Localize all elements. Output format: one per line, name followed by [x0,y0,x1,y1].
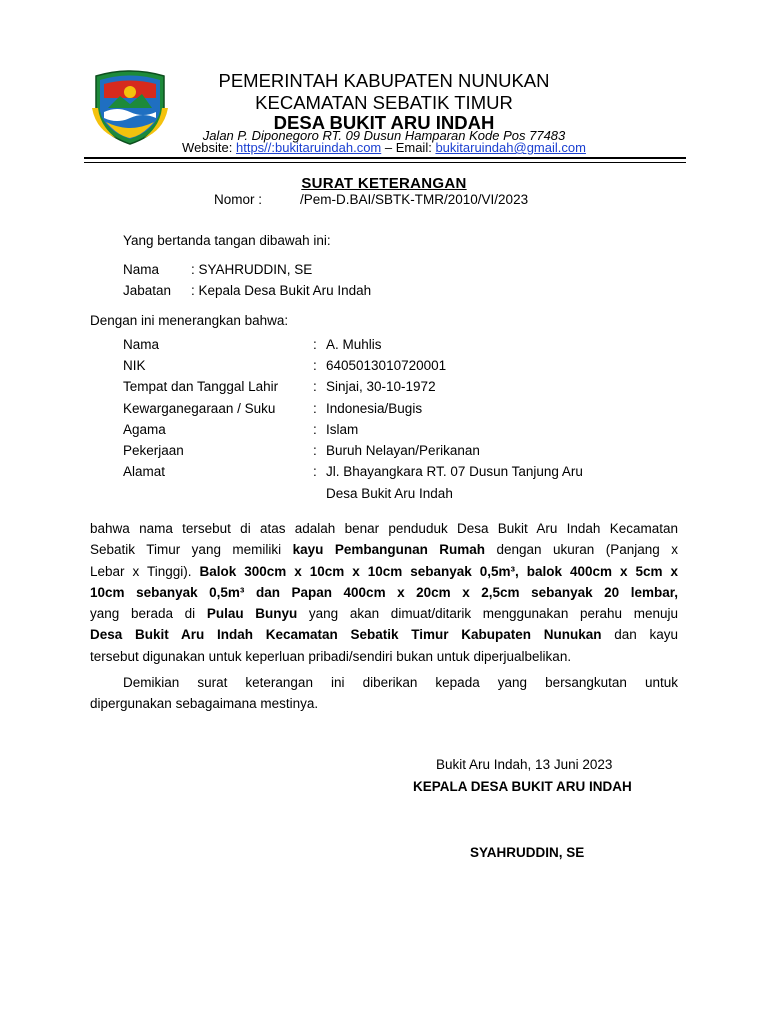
body-line [90,603,678,624]
header-contact [160,140,608,155]
subject-colon: : [313,464,317,479]
body-emphasis: kayu Pembangunan Rumah [292,542,486,558]
website-link[interactable]: https//:bukitaruindah.com [236,140,382,155]
header-address: Jalan P. Diponegoro RT. 09 Dusun Hamparan Kode Pos 77483 [202,128,566,143]
subject-value: Sinjai, 30-10-1972 [326,379,436,394]
subject-label: Agama [123,422,166,437]
subject-label: Tempat dan Tanggal Lahir [123,379,279,394]
body-emphasis: Pulau Bunyu [206,606,298,622]
body-line [90,539,678,560]
subject-colon: : [313,337,317,352]
subject-label: Alamat [123,464,166,479]
body-text: yang akan dimuat/ditarik menggunakan perahu menuju [297,606,678,622]
header-government: PEMERINTAH KABUPATEN NUNUKAN [218,70,550,91]
subject-value: A. Muhlis [326,337,382,352]
regency-emblem-logo [90,68,170,146]
closing-line: Demikian surat keterangan ini diberikan kepada yang bersangkutan untuk [123,675,678,690]
menerangkan-text: Dengan ini menerangkan bahwa: [90,313,289,328]
signer-name-label: Nama [123,262,160,277]
subject-label: Kewarganegaraan / Suku [123,401,276,416]
signature-place-date: Bukit Aru Indah, 13 Juni 2023 [436,757,613,772]
body-line [90,582,678,603]
signer-name-value: : SYAHRUDDIN, SE [191,262,313,277]
subject-value: Buruh Nelayan/Perikanan [326,443,480,458]
body-line: bahwa nama tersebut di atas adalah benar penduduk Desa Bukit Aru Indah Kecamatan [90,521,678,536]
subject-label: NIK [123,358,146,373]
nomor-value: /Pem-D.BAI/SBTK-TMR/2010/VI/2023 [300,192,529,207]
signature-name: SYAHRUDDIN, SE [470,845,585,860]
subject-value: Jl. Bhayangkara RT. 07 Dusun Tanjung Aru [326,464,583,479]
body-emphasis: Desa Bukit Aru Indah Kecamatan Sebatik Timur Kabupaten Nunukan [90,627,602,643]
subject-colon: : [313,422,317,437]
body-text: dengan ukuran (Panjang x [485,542,678,558]
subject-address-line2: Desa Bukit Aru Indah [326,486,453,501]
header-district: KECAMATAN SEBATIK TIMUR [255,92,513,113]
closing-line: dipergunakan sebagaimana mestinya. [90,696,319,712]
nomor-label: Nomor : [214,192,263,207]
subject-colon: : [313,443,317,458]
body-line: tersebut digunakan untuk keperluan pribadi/sendiri bukan untuk diperjualbelikan. [90,648,572,664]
subject-value: 6405013010720001 [326,358,447,373]
header-divider-thin [84,162,686,163]
website-label: Website: [182,140,236,155]
subject-label: Pekerjaan [123,443,184,458]
body-emphasis: 10cm sebanyak 0,5m³ dan Papan 400cm x 20cm x 2,5cm sebanyak 20 lembar, [90,584,678,600]
body-text: dan kayu [601,627,678,643]
body-emphasis: Balok 300cm x 10cm x 10cm sebanyak 0,5m³, balok 400cm x 5cm x [199,563,678,579]
subject-value: Islam [326,422,359,437]
subject-value: Indonesia/Bugis [326,401,423,416]
body-line [90,624,678,645]
subject-colon: : [313,379,317,394]
subject-label: Nama [123,337,160,352]
signature-position: KEPALA DESA BUKIT ARU INDAH [413,779,632,794]
closing-paragraph [90,672,678,715]
body-line [90,561,678,582]
email-label: – Email: [381,140,436,155]
body-text: Sebatik Timur yang memiliki [90,542,293,558]
intro-text: Yang bertanda tangan dibawah ini: [123,233,331,248]
email-link[interactable]: bukitaruindah@gmail.com [435,140,586,155]
header-village: DESA BUKIT ARU INDAH [273,112,495,133]
subject-colon: : [313,358,317,373]
signer-position-label: Jabatan [123,283,172,298]
body-text: Lebar x Tinggi). [90,563,200,579]
subject-colon: : [313,401,317,416]
body-paragraph [90,518,678,667]
body-text: yang berada di [90,606,207,622]
header-divider-thick [84,157,686,159]
signer-position-value: : Kepala Desa Bukit Aru Indah [191,283,372,298]
letter-title: SURAT KETERANGAN [301,175,467,192]
